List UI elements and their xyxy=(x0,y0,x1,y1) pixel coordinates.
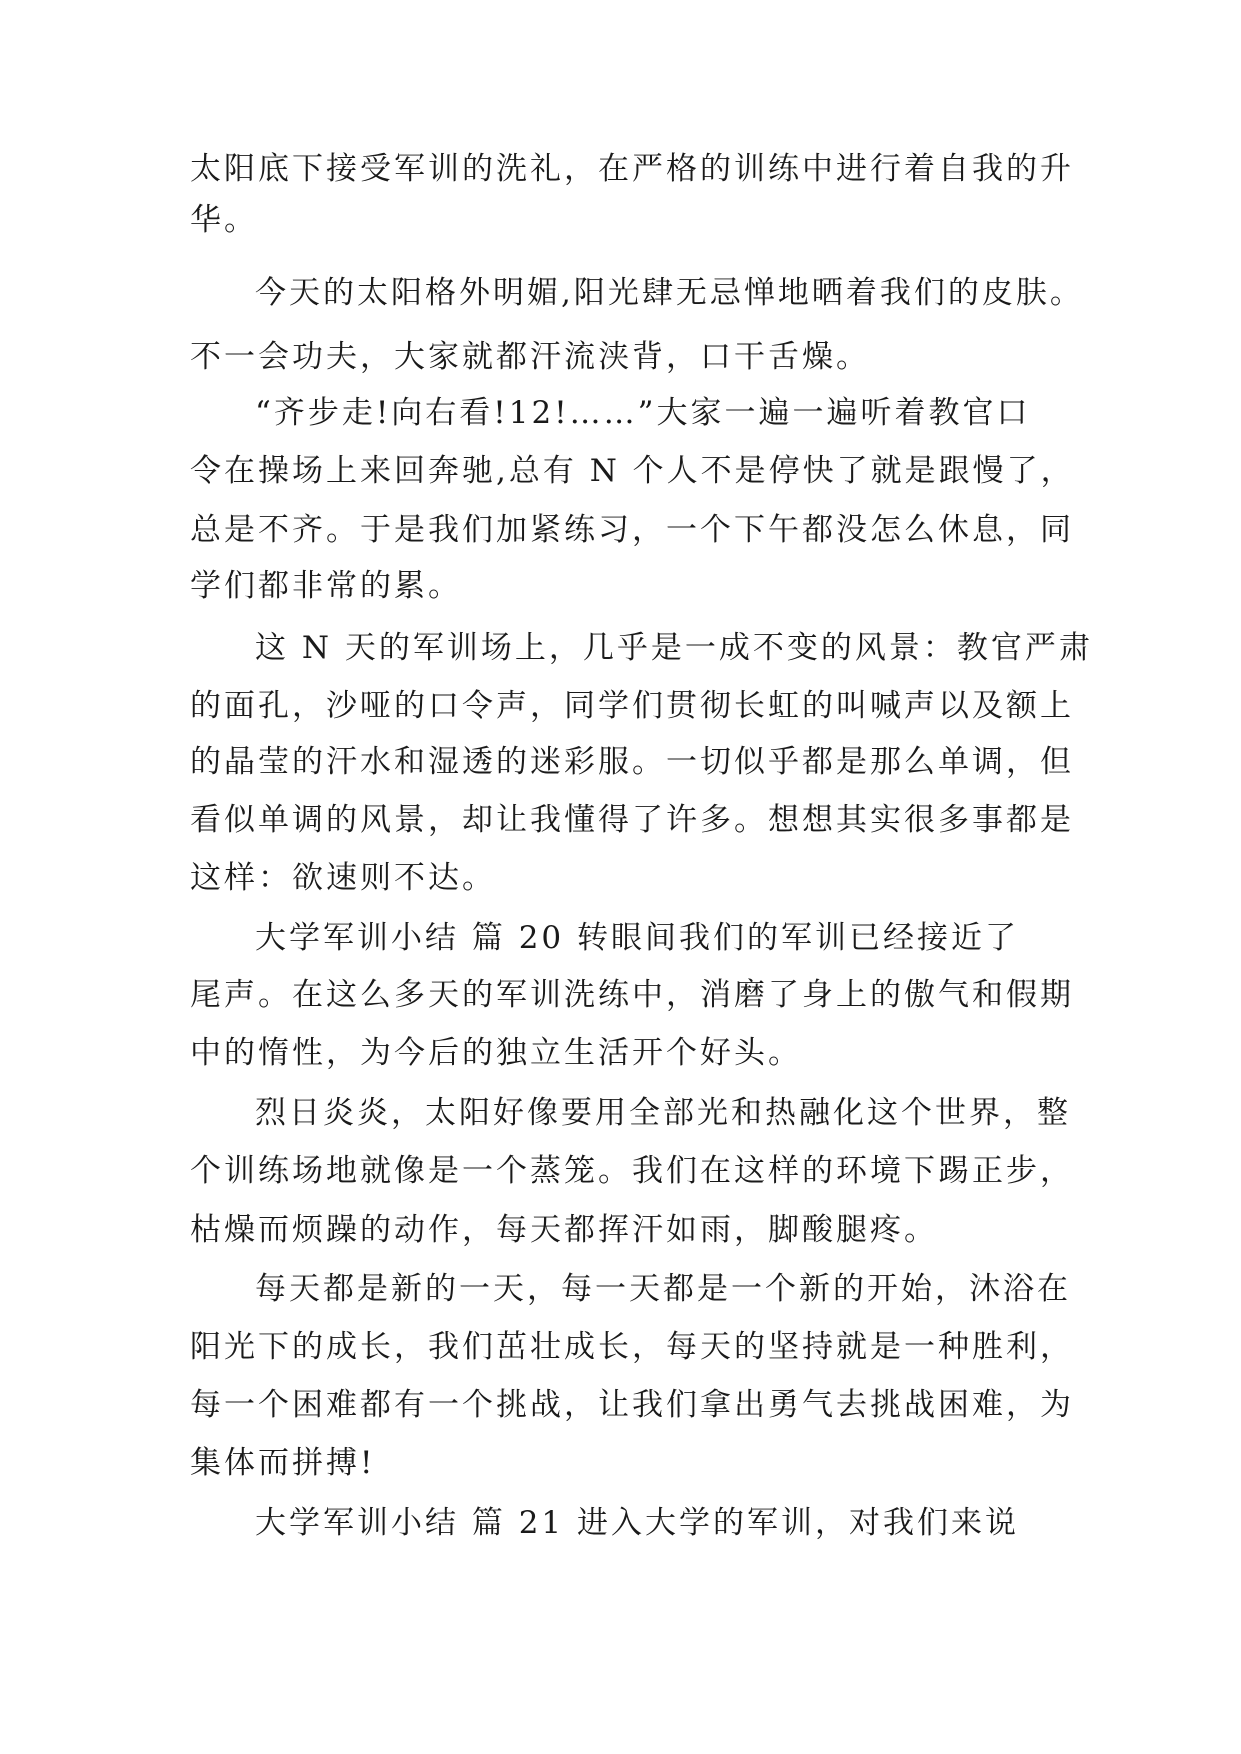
text-line: 的面孔，沙哑的口令声，同学们贯彻长虹的叫喊声以及额上 xyxy=(190,688,1074,724)
text-line: “齐步走!向右看!12!……”大家一遍一遍听着教官口 xyxy=(255,395,1031,431)
section-heading-line: 大学军训小结 篇 20 转眼间我们的军训已经接近了 xyxy=(255,920,1020,956)
text-line: 太阳底下接受军训的洗礼，在严格的训练中进行着自我的升 xyxy=(190,151,1074,187)
text-line: 烈日炎炎，太阳好像要用全部光和热融化这个世界，整 xyxy=(255,1095,1071,1131)
text-line: 个训练场地就像是一个蒸笼。我们在这样的环境下踢正步， xyxy=(190,1153,1074,1189)
text-line: 中的惰性，为今后的独立生活开个好头。 xyxy=(190,1035,802,1071)
text-line: 尾声。在这么多天的军训洗练中，消磨了身上的傲气和假期 xyxy=(190,977,1074,1013)
text-line: 总是不齐。于是我们加紧练习，一个下午都没怎么休息，同 xyxy=(190,512,1074,548)
text-line: 每天都是新的一天，每一天都是一个新的开始，沐浴在 xyxy=(255,1271,1071,1307)
text-line: 集体而拼搏! xyxy=(190,1445,376,1481)
text-line: 今天的太阳格外明媚,阳光肆无忌惮地晒着我们的皮肤。 xyxy=(255,275,1084,311)
text-line: 学们都非常的累。 xyxy=(190,568,462,604)
text-line: 看似单调的风景，却让我懂得了许多。想想其实很多事都是 xyxy=(190,802,1074,838)
text-line: 阳光下的成长，我们茁壮成长，每天的坚持就是一种胜利， xyxy=(190,1329,1074,1365)
text-line: 这 N 天的军训场上，几乎是一成不变的风景：教官严肃 xyxy=(255,630,1093,666)
text-line: 不一会功夫，大家就都汗流浃背，口干舌燥。 xyxy=(190,339,870,375)
text-line: 每一个困难都有一个挑战，让我们拿出勇气去挑战困难，为 xyxy=(190,1387,1074,1423)
text-line: 这样：欲速则不达。 xyxy=(190,860,496,896)
text-line: 令在操场上来回奔驰,总有 N 个人不是停快了就是跟慢了， xyxy=(190,453,1075,489)
text-line: 的晶莹的汗水和湿透的迷彩服。一切似乎都是那么单调，但 xyxy=(190,744,1074,780)
text-line: 华。 xyxy=(190,202,258,238)
text-line: 枯燥而烦躁的动作，每天都挥汗如雨，脚酸腿疼。 xyxy=(190,1212,938,1248)
section-heading-line: 大学军训小结 篇 21 进入大学的军训，对我们来说 xyxy=(255,1505,1020,1541)
